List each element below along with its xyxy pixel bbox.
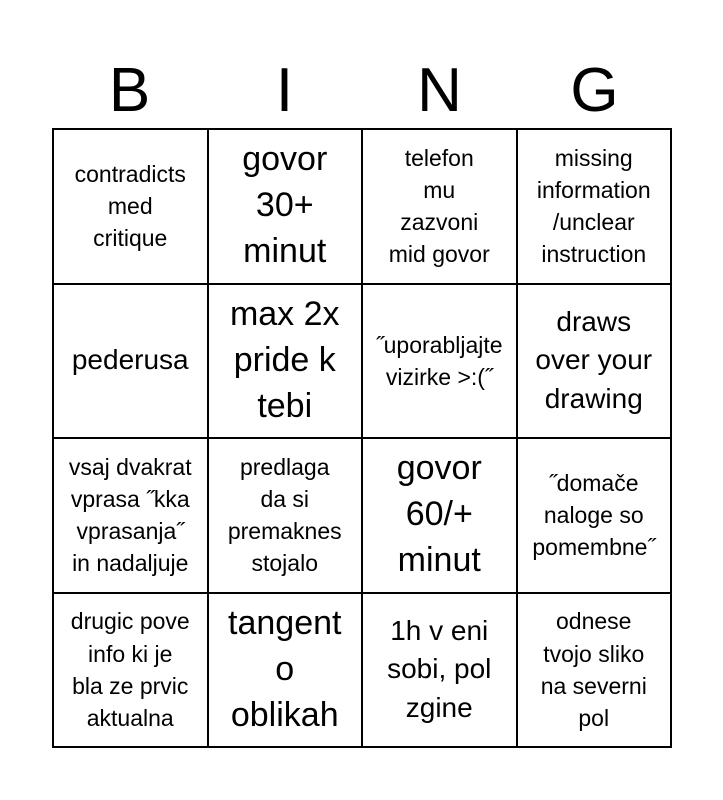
bingo-cell-r4-c4[interactable]	[518, 594, 673, 749]
bingo-cell-r4-c1[interactable]	[54, 594, 209, 749]
cell-text: govor 30+ minut	[242, 140, 328, 271]
cell-text: drugic pove info ki je bla ze prvic aktualna	[70, 608, 190, 731]
bingo-cell-r2-c3[interactable]	[363, 285, 518, 440]
cell-text: predlaga da si premaknes stojalo	[227, 453, 342, 577]
header-letter-n: N	[417, 56, 462, 125]
bingo-cell-r4-c2[interactable]	[209, 594, 364, 749]
bingo-cell-r3-c3[interactable]	[363, 439, 518, 594]
cell-text: missing information /unclear instruction	[536, 144, 651, 268]
cell-text: max 2x pride k tebi	[229, 294, 340, 425]
bingo-cell-r3-c4[interactable]	[518, 439, 673, 594]
cell-text: 1h v eni sobi, pol zgine	[387, 614, 492, 724]
bingo-cell-r4-c3[interactable]	[363, 594, 518, 749]
cell-text: contradicts med critique	[74, 160, 186, 252]
bingo-cell-r2-c1[interactable]	[54, 285, 209, 440]
header-letter-g: G	[570, 56, 619, 125]
cell-text: govor 60/+ minut	[396, 449, 482, 580]
cell-text: tangent o oblikah	[228, 603, 342, 734]
cell-text: ˝uporabljajte vizirke >:(˝	[375, 331, 503, 390]
header-letter-i: I	[275, 56, 294, 125]
cell-text: draws over your drawing	[535, 305, 653, 415]
bingo-cell-r3-c1[interactable]	[54, 439, 209, 594]
cell-text: vsaj dvakrat vprasa ˝kka vprasanja˝ in nadaljuje	[68, 453, 192, 577]
bingo-header	[52, 58, 672, 124]
cell-text: odnese tvojo sliko na severni pol	[540, 608, 647, 731]
bingo-cell-r1-c4[interactable]	[518, 130, 673, 285]
bingo-cell-r1-c2[interactable]	[209, 130, 364, 285]
cell-text: telefon mu zazvoni mid govor	[388, 144, 490, 268]
bingo-cell-r2-c2[interactable]	[209, 285, 364, 440]
cell-text: ˝domače naloge so pomembne˝	[532, 469, 656, 561]
cell-text: pederusa	[71, 344, 189, 376]
bingo-cell-r3-c2[interactable]	[209, 439, 364, 594]
bingo-cell-r1-c3[interactable]	[363, 130, 518, 285]
bingo-cell-r1-c1[interactable]	[54, 130, 209, 285]
bingo-grid	[52, 128, 672, 748]
bingo-cell-r2-c4[interactable]	[518, 285, 673, 440]
header-letter-b: B	[108, 56, 151, 125]
